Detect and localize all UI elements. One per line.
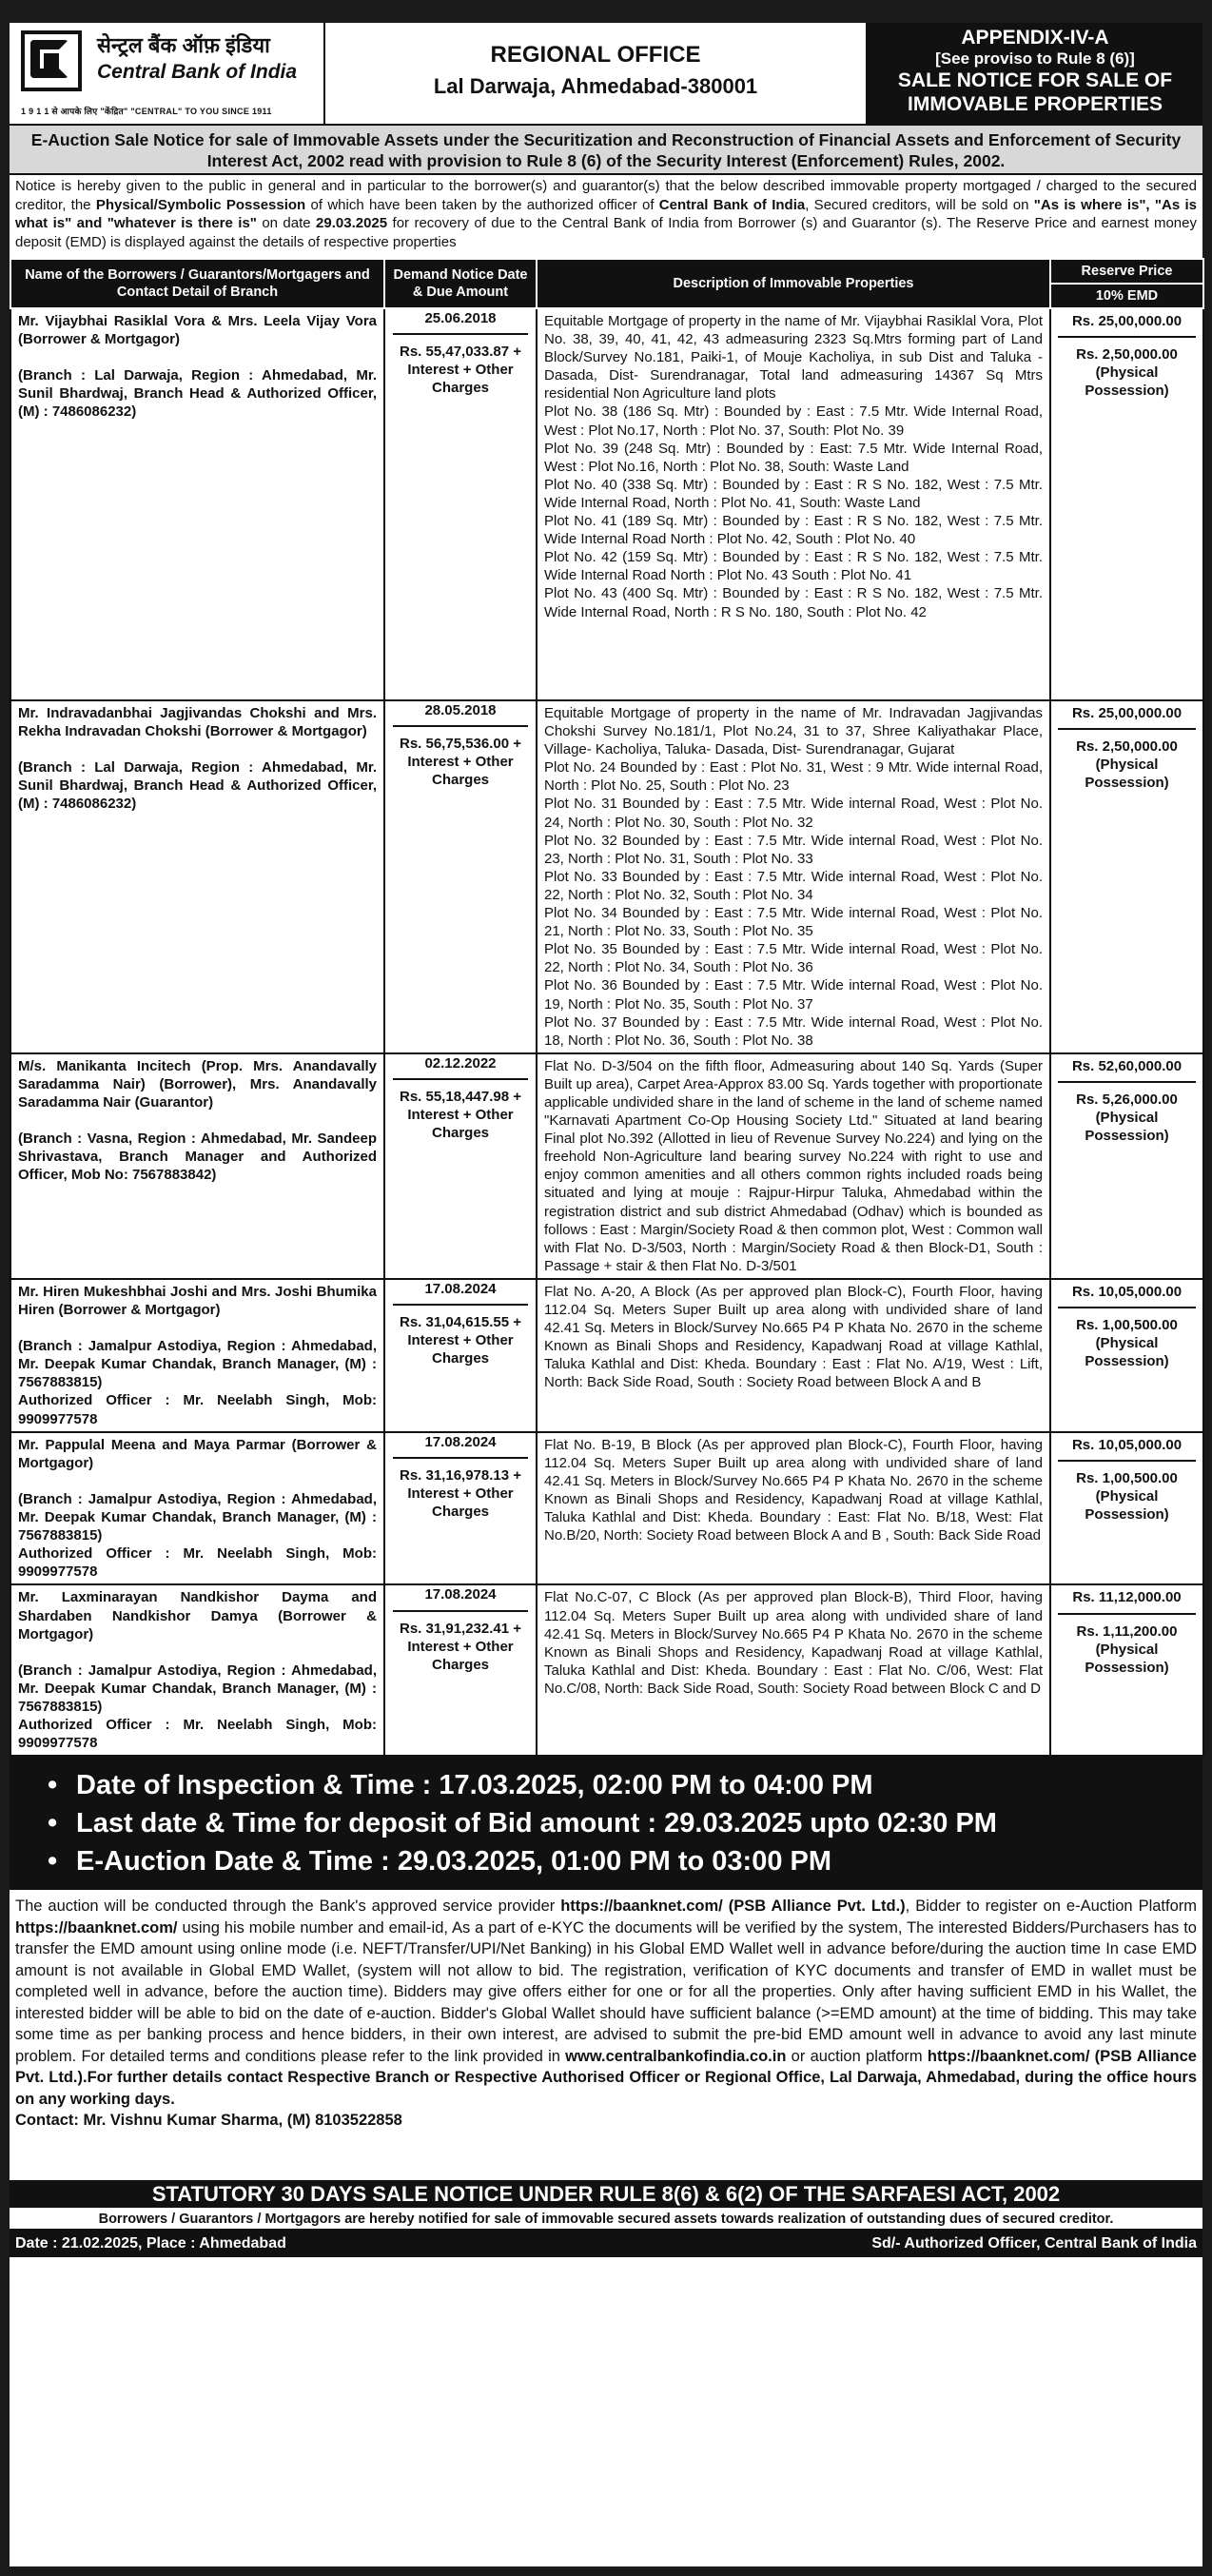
reserve-cell bbox=[1050, 1053, 1203, 1279]
table-row bbox=[10, 1279, 1203, 1432]
terms-text: using his mobile number and email-id, As a part of e-KYC the documents will be verified by the system, The interested Bidders/Purchasers has to transfer the EMD amount using online mode (i.e. NEFT/Transfer/UPI/Net Banking) in his Global EMD Wallet well in advance before/during the auction time In case EMD amount is not available in Global EMD Wallet, (system will not allow to bid. The registration, verification of KYC documents and transfer of EMD in wallet must be completed well in advance, before the auction time). Bidders may give offers either for one or for all the properties. Only after having sufficient EMD in his Wallet, the interested bidder will be able to bid on the date of e-auction. Bidder's Global Wallet should have sufficient balance (>=EMD amount) at the time of bidding. This may take some time as per banking process and hence bidders, in their own interest, are advised to submit the pre-bid EMD amount well in advance to avoid any last minute problem. For detailed terms and conditions please refer to the link provided in bbox=[15, 1918, 1197, 2065]
reserve-cell bbox=[1050, 308, 1203, 700]
demand-date: 25.06.2018 bbox=[393, 309, 528, 335]
borrower-names: Mr. Vijaybhai Rasiklal Vora & Mrs. Leela Vijay Vora (Borrower & Mortgagor) bbox=[18, 313, 377, 348]
inspection-date: • Date of Inspection & Time : 17.03.2025, 02:00 PM to 04:00 PM bbox=[48, 1766, 1202, 1804]
properties-table bbox=[10, 258, 1204, 1757]
notice-text: on date bbox=[256, 215, 317, 231]
notice-text: , Secured creditors, will be sold on bbox=[805, 196, 1034, 213]
demand-cell bbox=[384, 1053, 537, 1279]
borrower-names: Mr. Hiren Mukeshbhai Joshi and Mrs. Joshi Bhumika Hiren (Borrower & Mortgagor) bbox=[18, 1283, 377, 1318]
demand-date: 28.05.2018 bbox=[393, 701, 528, 727]
reserve-cell bbox=[1050, 1584, 1203, 1756]
notice-header bbox=[10, 23, 1202, 126]
possession-type: (Physical Possession) bbox=[1085, 757, 1169, 792]
reserve-cell bbox=[1050, 700, 1203, 1053]
terms-text: The auction will be conducted through the Bank's approved service provider bbox=[15, 1898, 561, 1916]
demand-cell bbox=[384, 1584, 537, 1756]
office-address: Lal Darwaja, Ahmedabad-380001 bbox=[433, 74, 758, 98]
due-amount: Rs. 56,75,536.00 + Interest + Other Charges bbox=[399, 736, 522, 789]
description-cell: Flat No. B-19, B Block (As per approved plan Block-C), Fourth Floor, having 112.04 Sq. Meters Super Built up area along with undivided share of land 42.41 Sq. Meters in Block/Survey No.665 P4 P Khata No. 2670 in the scheme Known as Binali Shops and Residency, Kapadwanj Road at village Kathlal, Taluka Kathlal and Dist: Kheda. Boundary : East: Flat No. B/18, West: Flat No.B/20, North: Society Road between Block A and B , South: Back Side Road bbox=[537, 1432, 1050, 1585]
branch-contact: (Branch : Jamalpur Astodiya, Region : Ahmedabad, Mr. Deepak Kumar Chandak, Branch Manager, (M) : 7567883815) Authorized Officer : Mr. Neelabh Singh, Mob: 9909977578 bbox=[18, 1662, 377, 1752]
demand-date: 17.08.2024 bbox=[393, 1280, 528, 1306]
deposit-deadline: • Last date & Time for deposit of Bid amount : 29.03.2025 upto 02:30 PM bbox=[48, 1804, 1202, 1842]
bank-logo-icon bbox=[21, 30, 82, 91]
notice-footer bbox=[10, 2231, 1202, 2257]
office-title: REGIONAL OFFICE bbox=[490, 42, 701, 68]
borrower-names: Mr. Indravadanbhai Jagjivandas Chokshi and Mrs. Rekha Indravadan Chokshi (Borrower & Mortgagor) bbox=[18, 705, 377, 740]
reserve-cell bbox=[1050, 1279, 1203, 1432]
due-amount: Rs. 55,18,447.98 + Interest + Other Charges bbox=[399, 1088, 522, 1142]
description-cell: Flat No. D-3/504 on the fifth floor, Admeasuring about 140 Sq. Yards (Super Built up area), Carpet Area-Approx 83.00 Sq. Yards together with proportionate applicable undivided share in the land of scheme in the land of scheme named "Karnavati Apartment Co-Op Housing Society Ltd." Situated at land bearing Final plot No.392 (Allotted in lieu of Revenue Survey No.224) and lying on the freehold Non-Agriculture land bearing survey No.224 with right to use and enjoy common amenities and all others common rights included roads being situated and lying at mouje : Rajpur-Hirpur Taluka, Ahmedabad within the registration district and sub district Ahmedabad (Odhav) which is bounded as follows : East : Margin/Society Road & then common plot, West : Common wall with Flat No. D-3/503, North : Margin/Society Road & then Block-D1, South : Passage + stair & then Flat No. D-3/501 bbox=[537, 1053, 1050, 1279]
emd-amount: Rs. 1,11,200.00 bbox=[1076, 1622, 1178, 1640]
proviso: [See proviso to Rule 8 (6)] bbox=[935, 49, 1135, 68]
due-amount: Rs. 31,04,615.55 + Interest + Other Charges bbox=[399, 1314, 522, 1367]
eauction-title: E-Auction Sale Notice for sale of Immovable Assets under the Securitization and Reconstruction of Financial Assets and Enforcement of Security Interest Act, 2002 read with provision to Rule 8 (6) of the Security Interest (Enforcement) Rules, 2002. bbox=[10, 126, 1202, 175]
branch-contact: (Branch : Jamalpur Astodiya, Region : Ahmedabad, Mr. Deepak Kumar Chandak, Branch Manager, (M) : 7567883815) Authorized Officer : Mr. Neelabh Singh, Mob: 9909977578 bbox=[18, 1490, 377, 1581]
table-header bbox=[10, 259, 1203, 284]
signatory: Sd/- Authorized Officer, Central Bank of India bbox=[871, 2235, 1197, 2252]
col-description: Description of Immovable Properties bbox=[537, 259, 1050, 308]
col-borrowers: Name of the Borrowers / Guarantors/Mortgagers and Contact Detail of Branch bbox=[10, 259, 384, 308]
reserve-price: Rs. 10,05,000.00 bbox=[1058, 1283, 1196, 1308]
due-amount: Rs. 55,47,033.87 + Interest + Other Charges bbox=[399, 344, 522, 397]
terms-text: or auction platform bbox=[786, 2047, 928, 2065]
table-row bbox=[10, 1053, 1203, 1279]
demand-cell bbox=[384, 700, 537, 1053]
branch-contact: (Branch : Lal Darwaja, Region : Ahmedabad, Mr. Sunil Bhardwaj, Branch Head & Authorized Officer, (M) : 7486086232) bbox=[18, 367, 377, 421]
borrower-cell bbox=[10, 1053, 384, 1279]
branch-contact: (Branch : Lal Darwaja, Region : Ahmedabad, Mr. Sunil Bhardwaj, Branch Head & Authorized Officer, (M) : 7486086232) bbox=[18, 759, 377, 813]
terms-contact-note: https://baanknet.com/ (PSB Alliance Pvt. Ltd.).For further details contact Respective Branch or Respective Authorised Officer or Regional Office, Lal Darwaja, Ahmedabad, during the office hours on any working days. bbox=[15, 2047, 1197, 2108]
notice-text: Notice is hereby given to the public in general and in particular to the borrower(s) and guarantor(s) that the below described immovable property mortgaged / charged to the secured creditor, the bbox=[15, 178, 1197, 213]
sale-notice-title: SALE NOTICE FOR SALE OF IMMOVABLE PROPERTIES bbox=[897, 69, 1173, 115]
emd-amount: Rs. 1,00,500.00 bbox=[1076, 1469, 1178, 1486]
demand-cell bbox=[384, 1432, 537, 1585]
branch-contact: (Branch : Jamalpur Astodiya, Region : Ahmedabad, Mr. Deepak Kumar Chandak, Branch Manager, (M) : 7567883815) Authorized Officer : Mr. Neelabh Singh, Mob: 9909977578 bbox=[18, 1338, 377, 1427]
reserve-price: Rs. 25,00,000.00 bbox=[1058, 312, 1196, 338]
description-cell: Flat No.C-07, C Block (As per approved plan Block-B), Third Floor, having 112.04 Sq. Meters Super Built up area along with undivided share of land 42.41 Sq. Meters in Block/Survey No.665 P4 P Khata No. 2670 in the scheme Known as Binali Shops and Residency, Kapadwanj Road at village Kathlal, Taluka Kathlal and Dist: Kheda. Boundary : East : Flat No. C/06, West: Flat No.C/08, North: Back Side Road, South: Society Road between Block C and D bbox=[537, 1584, 1050, 1756]
description-cell: Equitable Mortgage of property in the name of Mr. Vijaybhai Rasiklal Vora, Plot No. 38, 39, 40, 41, 42, 43 admeasuring 2323 Sq.Mtrs forming part of Land Block/Survey No.181, Paiki-1, of Mouje Kacholiya, in sub Dist and Taluka - Dasada, Dist- Surendranagar, Total land admeasuring 14367 Sq Mtrs residential Non Agriculture land plots Plot No. 38 (186 Sq. Mtr) : Bounded by : East : 7.5 Mtr. Wide Internal Road, West : Plot No.17, North : Plot No. 37, South: Plot No. 39 Plot No. 39 (248 Sq. Mtr) : Bounded by : East: 7.5 Mtr. Wide Internal Road, West : Plot No.16, North : Plot No. 38, South: Waste Land Plot No. 40 (338 Sq. Mtr) : Bounded by : East : R S No. 182, West : 7.5 Mtr. Wide Internal Road, North : Plot No. 41, South: Waste Land Plot No. 41 (189 Sq. Mtr) : Bounded by : East : R S No. 182, West : 7.5 Mtr. Wide Internal Road North : Plot No. 42, South : Plot No. 40 Plot No. 42 (159 Sq. Mtr) : Bounded by : East : R S No. 182, West : 7.5 Mtr. Wide Internal Road North : Plot No. 43 South : Plot No. 41 Plot No. 43 (400 Sq. Mtr) : Bounded by : East : R S No. 182, West : 7.5 Mtr. Wide Internal Road, North : R S No. 180, South : Plot No. 42 bbox=[537, 308, 1050, 700]
borrower-names: M/s. Manikanta Incitech (Prop. Mrs. Anandavally Saradamma Nair) (Borrower), Mrs. Anandavally Saradamma Nair (Guarantor) bbox=[18, 1057, 377, 1111]
notice-body bbox=[10, 23, 1202, 2566]
possession-type: (Physical Possession) bbox=[1085, 364, 1169, 400]
bank-name: Central Bank of India bbox=[97, 61, 298, 83]
borrowers-note: Borrowers / Guarantors / Mortgagors are hereby notified for sale of immovable secured assets towards realization of outstanding dues of secured creditor. bbox=[10, 2208, 1202, 2231]
borrower-cell bbox=[10, 1584, 384, 1756]
statutory-banner: STATUTORY 30 DAYS SALE NOTICE UNDER RULE 8(6) & 6(2) OF THE SARFAESI ACT, 2002 bbox=[10, 2180, 1202, 2208]
emd-amount: Rs. 1,00,500.00 bbox=[1076, 1317, 1178, 1333]
emd-amount: Rs. 2,50,000.00 bbox=[1076, 346, 1178, 364]
regional-office bbox=[325, 23, 868, 124]
borrower-names: Mr. Laxminarayan Nandkishor Dayma and Shardaben Nandkishor Damya (Borrower & Mortgagor) bbox=[18, 1589, 377, 1642]
reserve-cell bbox=[1050, 1432, 1203, 1585]
due-amount: Rs. 31,91,232.41 + Interest + Other Charges bbox=[399, 1620, 522, 1673]
appendix-title: APPENDIX-IV-A bbox=[961, 27, 1109, 49]
terms-text: , Bidder to register on e-Auction Platform bbox=[905, 1898, 1197, 1916]
notice-text: of which have been taken by the authorized officer of bbox=[305, 196, 659, 213]
table-row bbox=[10, 1432, 1203, 1585]
due-amount: Rs. 31,16,978.13 + Interest + Other Charges bbox=[399, 1466, 522, 1520]
demand-date: 17.08.2024 bbox=[393, 1585, 528, 1611]
bank-website-link[interactable]: www.centralbankofindia.co.in bbox=[565, 2047, 787, 2065]
description-cell: Equitable Mortgage of property in the name of Mr. Indravadan Jagjivandas Chokshi Survey No.181/1, Plot No.24, 31 to 37, Shree Kaliyathakar Place, Village- Kacholiya, Taluka- Dasada, Dist- Surendranagar, Gujarat Plot No. 24 Bounded by : East : Plot No. 31, West : 9 Mtr. Wide internal Road, North : Plot No. 25, South : Plot No. 23 Plot No. 31 Bounded by : East : 7.5 Mtr. Wide internal Road, West : Plot No. 24, North : Plot No. 30, South : Plot No. 32 Plot No. 32 Bounded by : East : 7.5 Mtr. Wide internal Road, West : Plot No. 23, North : Plot No. 31, South : Plot No. 33 Plot No. 33 Bounded by : East : 7.5 Mtr. Wide internal Road, West : Plot No. 22, North : Plot No. 32, South : Plot No. 34 Plot No. 34 Bounded by : East : 7.5 Mtr. Wide internal Road, West : Plot No. 21, North : Plot No. 33, South : Plot No. 35 Plot No. 35 Bounded by : East : 7.5 Mtr. Wide internal Road, West : Plot No. 22, North : Plot No. 34, South : Plot No. 36 Plot No. 36 Bounded by : East : 7.5 Mtr. Wide internal Road, West : Plot No. 19, North : Plot No. 35, South : Plot No. 37 Plot No. 37 Bounded by : East : 7.5 Mtr. Wide internal Road, West : Plot No. 18, North : Plot No. 36, South : Plot No. 38 bbox=[537, 700, 1050, 1053]
auction-date: • E-Auction Date & Time : 29.03.2025, 01:00 PM to 03:00 PM bbox=[48, 1842, 1202, 1880]
demand-cell bbox=[384, 308, 537, 700]
branch-contact: (Branch : Vasna, Region : Ahmedabad, Mr. Sandeep Shrivastava, Branch Manager and Authorized Officer, Mob No: 7567883842) bbox=[18, 1131, 377, 1184]
notice-bold: "As is where is", "As is what is" and "whatever is there is" bbox=[15, 196, 1197, 231]
borrower-cell bbox=[10, 1279, 384, 1432]
possession-type: (Physical Possession) bbox=[1085, 1487, 1169, 1523]
appendix-box bbox=[868, 23, 1202, 124]
key-dates bbox=[10, 1757, 1202, 1890]
date-place: Date : 21.02.2025, Place : Ahmedabad bbox=[15, 2235, 286, 2252]
demand-cell bbox=[384, 1279, 537, 1432]
platform-link[interactable]: https://baanknet.com/ bbox=[15, 1918, 178, 1937]
table-row bbox=[10, 308, 1203, 700]
reserve-price: Rs. 25,00,000.00 bbox=[1058, 704, 1196, 730]
notice-bold: 29.03.2025 bbox=[316, 215, 388, 231]
description-cell: Flat No. A-20, A Block (As per approved plan Block-C), Fourth Floor, having 112.04 Sq. Meters Super Built up area along with undivided share of land 42.41 Sq. Meters in Block/Survey No.665 P4 P Khata No. 2670 in the scheme Known as Binali Shops and Residency, Kapadwanj Road at village Kathlal, Taluka Kathlal and Dist: Kheda. Boundary : East : Flat No. A/19, West : Lift, North: Back Side Road, South : Society Road between Block A and B bbox=[537, 1279, 1050, 1432]
borrower-cell bbox=[10, 308, 384, 700]
reserve-price: Rs. 11,12,000.00 bbox=[1058, 1588, 1196, 1614]
notice-text: for recovery of due to the Central Bank of India from Borrower (s) and Guarantor (s). The Reserve Price and earnest money deposit (EMD) is displayed against the details of respective properties bbox=[15, 215, 1197, 250]
possession-type: (Physical Possession) bbox=[1085, 1109, 1169, 1145]
demand-date: 02.12.2022 bbox=[393, 1054, 528, 1080]
auction-terms bbox=[10, 1890, 1202, 2180]
borrower-names: Mr. Pappulal Meena and Maya Parmar (Borrower & Mortgagor) bbox=[18, 1436, 377, 1471]
borrower-cell bbox=[10, 1432, 384, 1585]
contact-person: Contact: Mr. Vishnu Kumar Sharma, (M) 8103522858 bbox=[15, 2112, 402, 2130]
table-row bbox=[10, 700, 1203, 1053]
emd-amount: Rs. 5,26,000.00 bbox=[1076, 1091, 1178, 1108]
notice-bold: Central Bank of India bbox=[658, 196, 806, 213]
demand-date: 17.08.2024 bbox=[393, 1433, 528, 1459]
table-row bbox=[10, 1584, 1203, 1756]
col-emd: 10% EMD bbox=[1050, 284, 1203, 308]
reserve-price: Rs. 10,05,000.00 bbox=[1058, 1436, 1196, 1462]
borrower-cell bbox=[10, 700, 384, 1053]
public-notice bbox=[10, 175, 1202, 258]
reserve-price: Rs. 52,60,000.00 bbox=[1058, 1057, 1196, 1083]
bank-name-hindi: सेन्ट्रल बैंक ऑफ़ इंडिया bbox=[97, 33, 270, 57]
notice-bold: Physical/Symbolic Possession bbox=[95, 196, 306, 213]
provider-link[interactable]: https://baanknet.com/ (PSB Alliance Pvt. Ltd.) bbox=[560, 1898, 906, 1916]
possession-type: (Physical Possession) bbox=[1085, 1335, 1169, 1370]
col-demand: Demand Notice Date & Due Amount bbox=[384, 259, 537, 308]
bank-brand bbox=[10, 23, 325, 124]
possession-type: (Physical Possession) bbox=[1085, 1641, 1169, 1676]
emd-amount: Rs. 2,50,000.00 bbox=[1076, 738, 1178, 756]
col-reserve: Reserve Price bbox=[1050, 259, 1203, 284]
bank-tagline: 1 9 1 1 से आपके लिए "केंद्रित" "CENTRAL" TO YOU SINCE 1911 bbox=[21, 107, 272, 116]
